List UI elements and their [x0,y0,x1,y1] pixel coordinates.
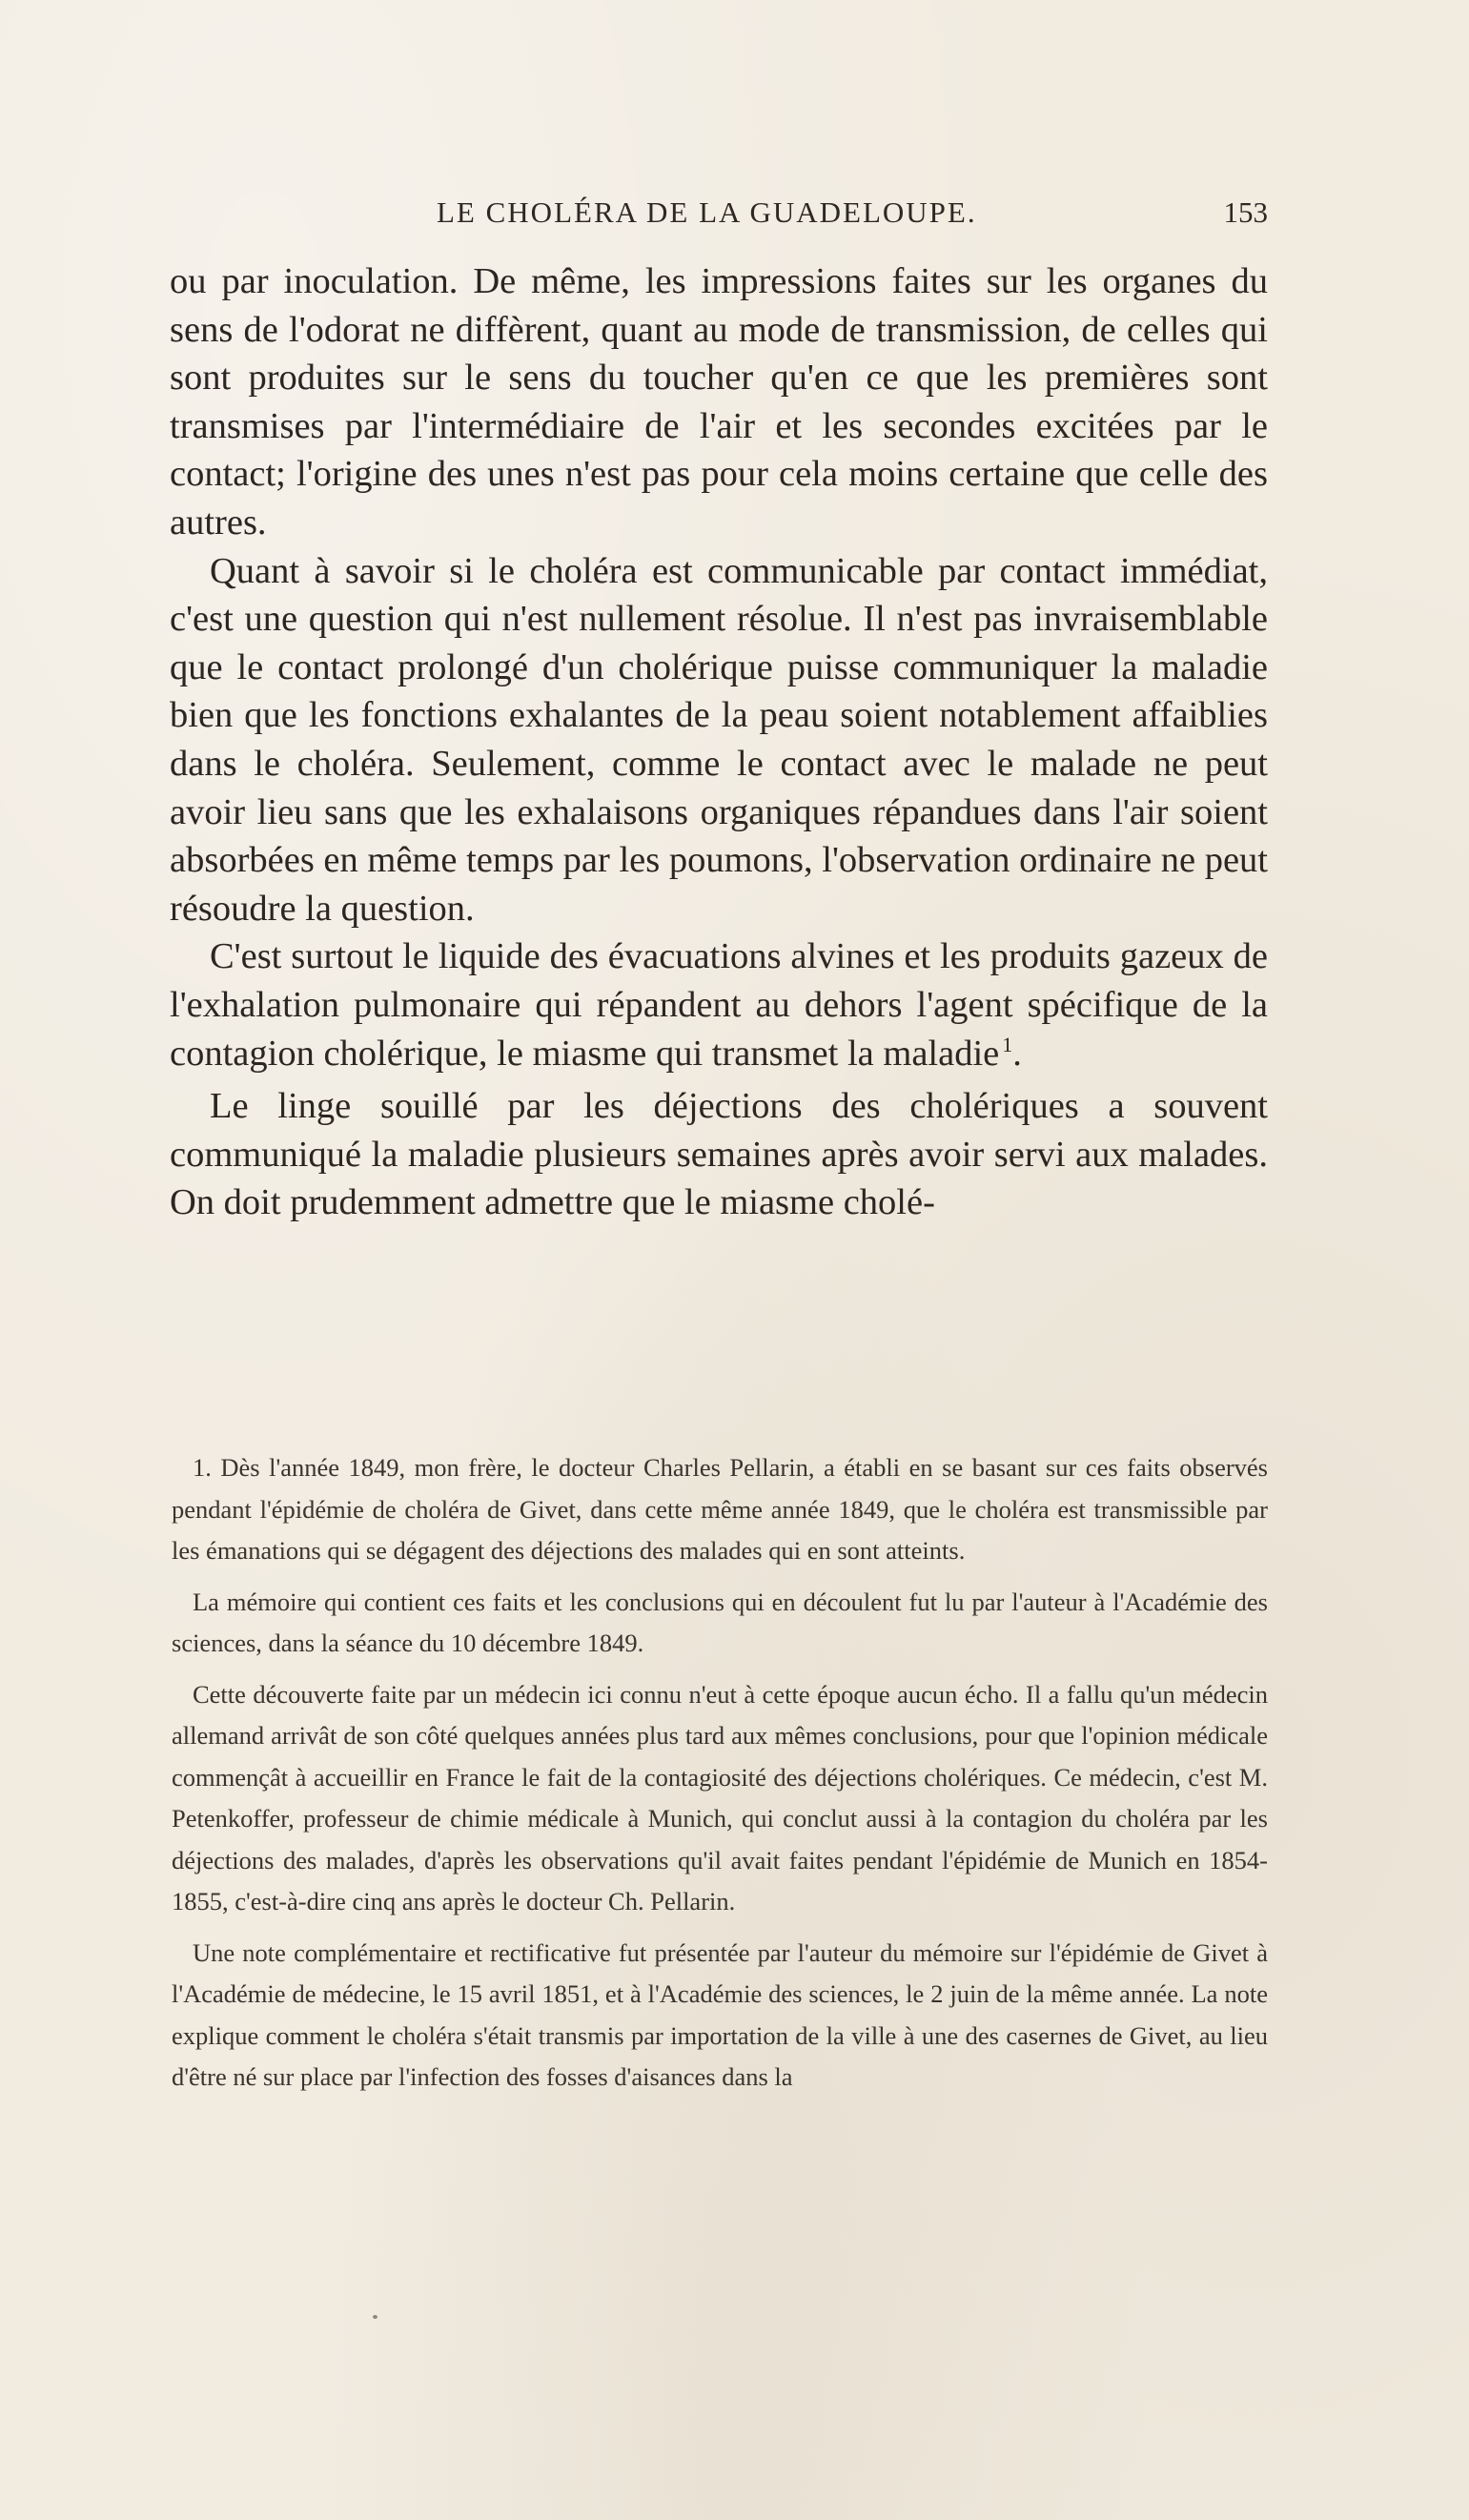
footnote-4: Une note complémentaire et rectificative fut présentée par l'auteur du mémoire sur l'épidémie de Givet à l'Académie de médecine, le 15 avril 1851, et à l'Académie des sciences, le 2 juin de la même année. La note explique comment le choléra s'était transmis par importation de la ville à une des casernes de Givet, au lieu d'être né sur place par l'infection des fosses d'aisances dans la [172,1937,1268,2091]
paragraph-2: Quant à savoir si le choléra est communicable par contact immédiat, c'est une question qui n'est nullement résolue. Il n'est pas invraisemblable que le contact prolongé d'un cholérique puisse communiquer la maladie bien que les fonctions exhalantes de la peau soient notablement affaiblies dans le choléra. Seulement, comme le contact avec le malade ne peut avoir lieu sans que les exhalaisons organiques répandues dans l'air soient absorbées en même temps par les poumons, l'observation ordinaire ne peut résoudre la question. [170,550,1268,929]
paragraph-1: ou par inoculation. De même, les impressions faites sur les organes du sens de l'odorat ne diffèrent, quant au mode de transmission, de celles qui sont produites sur le sens du toucher qu'en ce que les premières sont transmises par l'intermédiaire de l'air et les secondes excitées par le contact; l'origine des unes n'est pas pour cela moins certaine que celle des autres. [170,261,1268,543]
footnote-2: La mémoire qui contient ces faits et les conclusions qui en découlent fut lu par l'auteur à l'Académie des sciences, dans la séance du 10 décembre 1849. [172,1587,1268,1657]
paper-speck [373,2315,377,2319]
footnote-3: Cette découverte faite par un médecin ici connu n'eut à cette époque aucun écho. Il a fallu qu'un médecin allemand arrivât de son côté quelques années plus tard aux mêmes conclusions, pour que l'opinion médicale commençât à accueillir en France le fait de la contagiosité des déjections cholériques. Ce médecin, c'est M. Petenkoffer, professeur de chimie médicale à Munich, qui conclut aussi à la contagion du choléra par les déjections des malades, d'après les observations qu'il avait faites pendant l'épidémie de Munich en 1854-1855, c'est-à-dire cinq ans après le docteur Ch. Pellarin. [172,1679,1268,1916]
paragraph-4: Le linge souillé par les déjections des cholériques a souvent communiqué la maladie plusieurs semaines après avoir servi aux malades. On doit prudemment admettre que le miasme cholé- [170,1086,1268,1223]
paragraph-3-text: C'est surtout le liquide des évacuations alvines et les produits gazeux de l'exhalation pulmonaire qui répandent au dehors l'agent spécifique de la contagion cholérique, le miasme qui transmet la maladie [170,936,1268,1074]
paragraph-3-end: . [1012,1033,1022,1074]
footnote-1: 1. Dès l'année 1849, mon frère, le docteur Charles Pellarin, a établi en se basant sur ces faits observés pendant l'épidémie de choléra de Givet, dans cette même année 1849, que le choléra est transmissible par les émanations qui se dégagent des déjections des malades qui en sont atteints. [172,1453,1268,1565]
paragraph-3 [170,932,1268,1082]
page-header [172,195,1268,243]
footnotes [172,1447,1268,2108]
main-text [170,257,1268,1227]
footnote-reference: 1 [1002,1032,1013,1056]
running-title: LE CHOLÉRA DE LA GUADELOUPE. [437,195,977,229]
page-number: 153 [1223,195,1268,229]
